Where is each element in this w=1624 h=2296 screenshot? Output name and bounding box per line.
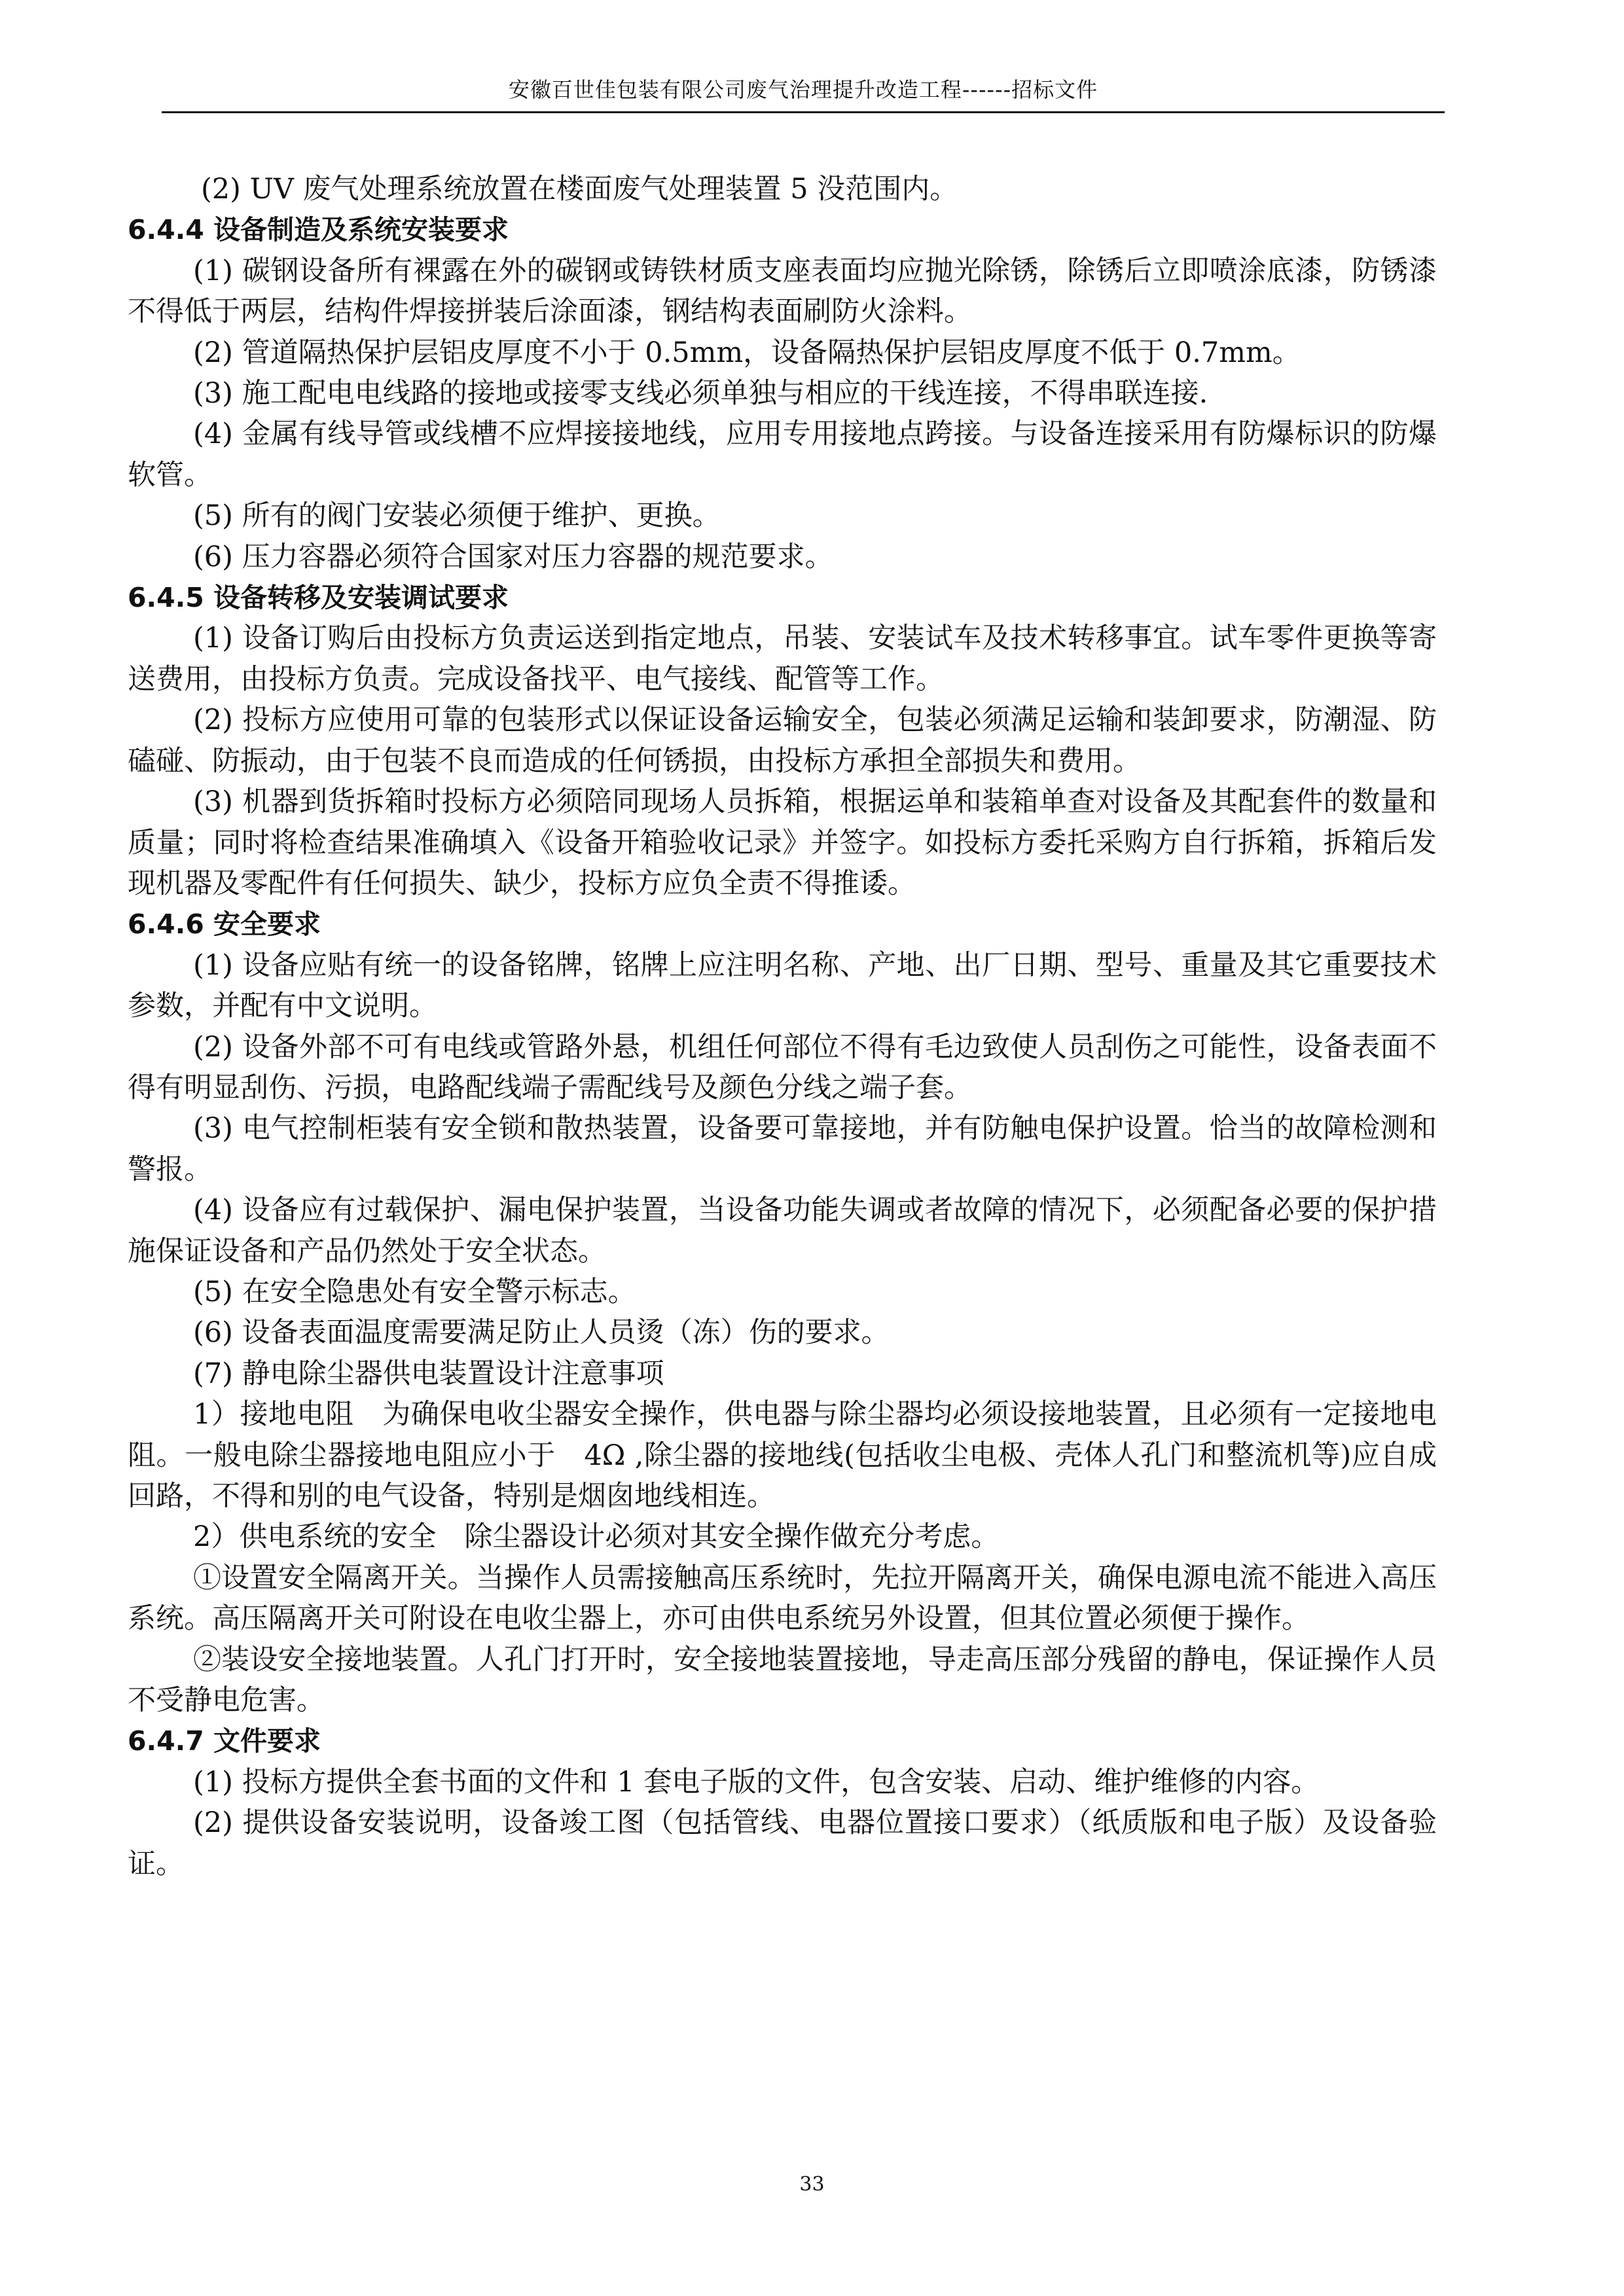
body-paragraph: 2）供电系统的安全 除尘器设计必须对其安全操作做充分考虑。 bbox=[193, 1520, 1000, 1554]
body-paragraph: (3) 机器到货拆箱时投标方必须陪同现场人员拆箱，根据运单和装箱单查对设备及其配套件的数量和质量；同时将检查结果准确填入《设备开箱验收记录》并签字。如投标方委托采购方自行拆箱，拆箱后发现机器及零配件有任何损失、缺少，投标方应负全责不得推诿。 bbox=[128, 785, 1437, 900]
section-heading: 6.4.4 设备制造及系统安装要求 bbox=[128, 214, 509, 246]
body-paragraph: (2) UV 废气处理系统放置在楼面废气处理装置 5 没范围内。 bbox=[201, 173, 958, 206]
body-paragraph: ①设置安全隔离开关。当操作人员需接触高压系统时，先拉开隔离开关，确保电源电流不能进入高压系统。高压隔离开关可附设在电收尘器上，亦可由供电系统另外设置，但其位置必须便于操作。 bbox=[128, 1561, 1437, 1636]
body-paragraph: (5) 所有的阀门安装必须便于维护、更换。 bbox=[193, 499, 721, 533]
page-header-title: 安徽百世佳包装有限公司废气治理提升改造工程------招标文件 bbox=[508, 77, 1098, 102]
section-heading: 6.4.6 安全要求 bbox=[128, 908, 321, 941]
section-heading: 6.4.7 文件要求 bbox=[128, 1725, 321, 1757]
body-paragraph: (1) 碳钢设备所有裸露在外的碳钢或铸铁材质支座表面均应抛光除锈，除锈后立即喷涂底漆，防锈漆不得低于两层，结构件焊接拼装后涂面漆，钢结构表面刷防火涂料。 bbox=[128, 254, 1437, 329]
document-body bbox=[128, 169, 1437, 1884]
body-paragraph: (6) 设备表面温度需要满足防止人员烫（冻）伤的要求。 bbox=[193, 1316, 890, 1350]
body-paragraph: (6) 压力容器必须符合国家对压力容器的规范要求。 bbox=[193, 540, 833, 573]
body-paragraph: (2) 管道隔热保护层铝皮厚度不小于 0.5mm，设备隔热保护层铝皮厚度不低于 0.7mm。 bbox=[193, 336, 1301, 369]
body-paragraph: (5) 在安全隐患处有安全警示标志。 bbox=[193, 1275, 636, 1308]
body-paragraph: (1) 设备应贴有统一的设备铭牌，铭牌上应注明名称、产地、出厂日期、型号、重量及其它重要技术参数，并配有中文说明。 bbox=[128, 948, 1437, 1023]
body-paragraph: (4) 设备应有过载保护、漏电保护装置，当设备功能失调或者故障的情况下，必须配备必要的保护措施保证设备和产品仍然处于安全状态。 bbox=[128, 1194, 1437, 1268]
body-paragraph: (2) 设备外部不可有电线或管路外悬，机组任何部位不得有毛边致使人员刮伤之可能性，设备表面不得有明显刮伤、污损，电路配线端子需配线号及颜色分线之端子套。 bbox=[128, 1030, 1437, 1104]
body-paragraph: (7) 静电除尘器供电装置设计注意事项 bbox=[193, 1357, 664, 1390]
section-heading: 6.4.5 设备转移及安装调试要求 bbox=[128, 582, 509, 614]
body-paragraph: (1) 设备订购后由投标方负责运送到指定地点，吊装、安装试车及技术转移事宜。试车零件更换等寄送费用，由投标方负责。完成设备找平、电气接线、配管等工作。 bbox=[128, 622, 1437, 696]
body-paragraph: (4) 金属有线导管或线槽不应焊接接地线，应用专用接地点跨接。与设备连接采用有防爆标识的防爆软管。 bbox=[128, 418, 1437, 492]
body-paragraph: (1) 投标方提供全套书面的文件和 1 套电子版的文件，包含安装、启动、维护维修的内容。 bbox=[193, 1765, 1320, 1799]
body-paragraph: (2) 投标方应使用可靠的包装形式以保证设备运输安全，包装必须满足运输和装卸要求，防潮湿、防磕碰、防振动，由于包装不良而造成的任何锈损，由投标方承担全部损失和费用。 bbox=[128, 704, 1437, 778]
page-number: 33 bbox=[799, 2173, 825, 2196]
body-paragraph: (3) 施工配电电线路的接地或接零支线必须单独与相应的干线连接，不得串联连接. bbox=[193, 377, 1208, 410]
body-paragraph: (2) 提供设备安装说明，设备竣工图（包括管线、电器位置接口要求）（纸质版和电子版）及设备验证。 bbox=[128, 1806, 1437, 1880]
body-paragraph: ②装设安全接地装置。人孔门打开时，安全接地装置接地，导走高压部分残留的静电，保证操作人员不受静电危害。 bbox=[128, 1643, 1437, 1717]
header-divider bbox=[162, 111, 1445, 113]
body-paragraph: 1）接地电阻 为确保电收尘器安全操作，供电器与除尘器均必须设接地装置，且必须有一定接地电阻。一般电除尘器接地电阻应小于 4Ω ,除尘器的接地线(包括收尘电极、壳体人孔门和整流机等)应自成回路，不得和别的电气设备，特别是烟囱地线相连。 bbox=[128, 1398, 1437, 1513]
body-paragraph: (3) 电气控制柜装有安全锁和散热装置，设备要可靠接地，并有防触电保护设置。恰当的故障检测和警报。 bbox=[128, 1112, 1437, 1186]
